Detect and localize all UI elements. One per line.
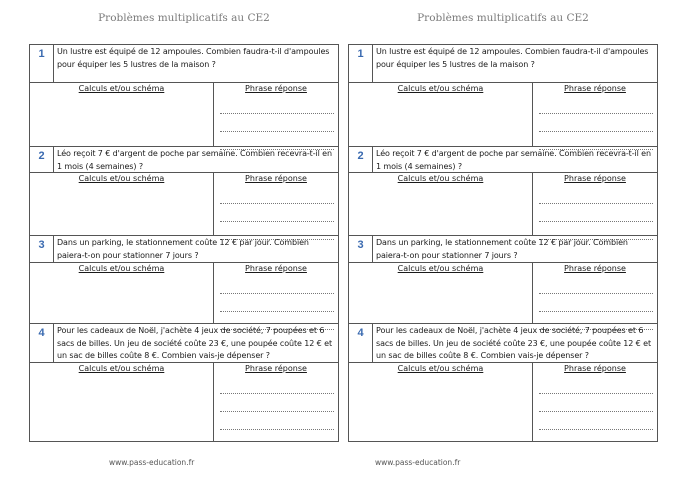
answer-line[interactable] (539, 204, 653, 222)
phrase-area[interactable] (214, 363, 338, 441)
answer-row (349, 363, 657, 441)
calc-header: Calculs et/ou schéma (397, 264, 484, 273)
phrase-area[interactable] (214, 263, 338, 323)
problem-text: Un lustre est équipé de 12 ampoules. Combien faudra-t-il d'ampoules pour équiper les 5 lustres de la maison ? (57, 47, 330, 69)
phrase-header: Phrase réponse (245, 364, 307, 373)
problem-row (30, 45, 338, 83)
problem-number: 3 (349, 236, 373, 262)
answer-line[interactable] (539, 114, 653, 132)
answer-line[interactable] (220, 294, 334, 312)
problem-row (349, 324, 657, 363)
calc-header: Calculs et/ou schéma (78, 84, 165, 93)
phrase-area[interactable] (214, 83, 338, 146)
problem-number: 4 (30, 324, 54, 362)
problem-number: 1 (349, 45, 373, 82)
footer-url[interactable]: www.pass-education.fr (375, 458, 461, 467)
problem-text: Léo reçoit 7 € d'argent de poche par semaine. Combien recevra-t-il en 1 mois (4 semaines) ? (376, 149, 651, 171)
calc-header: Calculs et/ou schéma (78, 364, 165, 373)
calc-header: Calculs et/ou schéma (78, 174, 165, 183)
problem-row (349, 45, 657, 83)
worksheet-left (29, 0, 339, 480)
problem-row (349, 236, 657, 263)
answer-row (30, 173, 338, 236)
calc-area[interactable] (349, 363, 533, 441)
problem-row (30, 236, 338, 263)
problem-text: Un lustre est équipé de 12 ampoules. Combien faudra-t-il d'ampoules pour équiper les 5 lustres de la maison ? (376, 47, 649, 69)
answer-line[interactable] (220, 394, 334, 412)
answer-row (30, 363, 338, 441)
answer-line[interactable] (220, 412, 334, 430)
answer-row (349, 173, 657, 236)
answer-line[interactable] (220, 186, 334, 204)
calc-area[interactable] (349, 173, 533, 235)
answer-line[interactable] (220, 204, 334, 222)
problem-row (30, 324, 338, 363)
answer-line[interactable] (539, 376, 653, 394)
problem-number: 1 (30, 45, 54, 82)
calc-header: Calculs et/ou schéma (397, 174, 484, 183)
phrase-area[interactable] (533, 173, 657, 235)
answer-line[interactable] (220, 96, 334, 114)
problem-number: 2 (30, 147, 54, 172)
calc-area[interactable] (30, 83, 214, 146)
problem-text: Dans un parking, le stationnement coûte 12 € par jour. Combien paiera-t-on pour stationner 7 jours ? (57, 238, 309, 260)
calc-area[interactable] (349, 263, 533, 323)
phrase-area[interactable] (533, 363, 657, 441)
calc-area[interactable] (30, 173, 214, 235)
problem-text: Dans un parking, le stationnement coûte 12 € par jour. Combien paiera-t-on pour stationner 7 jours ? (376, 238, 628, 260)
calc-header: Calculs et/ou schéma (397, 84, 484, 93)
phrase-area[interactable] (533, 263, 657, 323)
answer-row (30, 263, 338, 324)
answer-line[interactable] (539, 294, 653, 312)
phrase-header: Phrase réponse (245, 174, 307, 183)
answer-line[interactable] (539, 412, 653, 430)
calc-header: Calculs et/ou schéma (78, 264, 165, 273)
phrase-header: Phrase réponse (564, 174, 626, 183)
answer-line[interactable] (539, 96, 653, 114)
problem-number: 3 (30, 236, 54, 262)
worksheet-title: Problèmes multiplicatifs au CE2 (98, 12, 270, 24)
problem-text: Pour les cadeaux de Noël, j'achète 4 jeux de société, 7 poupées et 6 sacs de billes. Un jeu de société coûte 23 €, une poupée coûte 12 € et un sac de billes coûte 8 €. Combien vais-je dépenser ? (57, 326, 332, 360)
calc-area[interactable] (30, 363, 214, 441)
answer-row (30, 83, 338, 147)
answer-row (349, 263, 657, 324)
calc-area[interactable] (30, 263, 214, 323)
phrase-header: Phrase réponse (564, 364, 626, 373)
problem-text: Léo reçoit 7 € d'argent de poche par semaine. Combien recevra-t-il en 1 mois (4 semaines) ? (57, 149, 332, 171)
problems-table (29, 44, 339, 442)
answer-line[interactable] (539, 186, 653, 204)
footer-url[interactable]: www.pass-education.fr (109, 458, 195, 467)
answer-line[interactable] (539, 394, 653, 412)
calc-area[interactable] (349, 83, 533, 146)
problem-row (349, 147, 657, 173)
phrase-area[interactable] (214, 173, 338, 235)
problems-table (348, 44, 658, 442)
phrase-header: Phrase réponse (564, 264, 626, 273)
worksheet-title: Problèmes multiplicatifs au CE2 (417, 12, 589, 24)
answer-line[interactable] (220, 114, 334, 132)
answer-line[interactable] (220, 376, 334, 394)
phrase-header: Phrase réponse (564, 84, 626, 93)
problem-number: 4 (349, 324, 373, 362)
problem-text: Pour les cadeaux de Noël, j'achète 4 jeux de société, 7 poupées et 6 sacs de billes. Un jeu de société coûte 23 €, une poupée coûte 12 € et un sac de billes coûte 8 €. Combien vais-je dépenser ? (376, 326, 651, 360)
phrase-header: Phrase réponse (245, 84, 307, 93)
answer-line[interactable] (220, 276, 334, 294)
answer-row (349, 83, 657, 147)
problem-row (30, 147, 338, 173)
phrase-area[interactable] (533, 83, 657, 146)
phrase-header: Phrase réponse (245, 264, 307, 273)
worksheet-right (348, 0, 658, 480)
answer-line[interactable] (539, 276, 653, 294)
problem-number: 2 (349, 147, 373, 172)
calc-header: Calculs et/ou schéma (397, 364, 484, 373)
